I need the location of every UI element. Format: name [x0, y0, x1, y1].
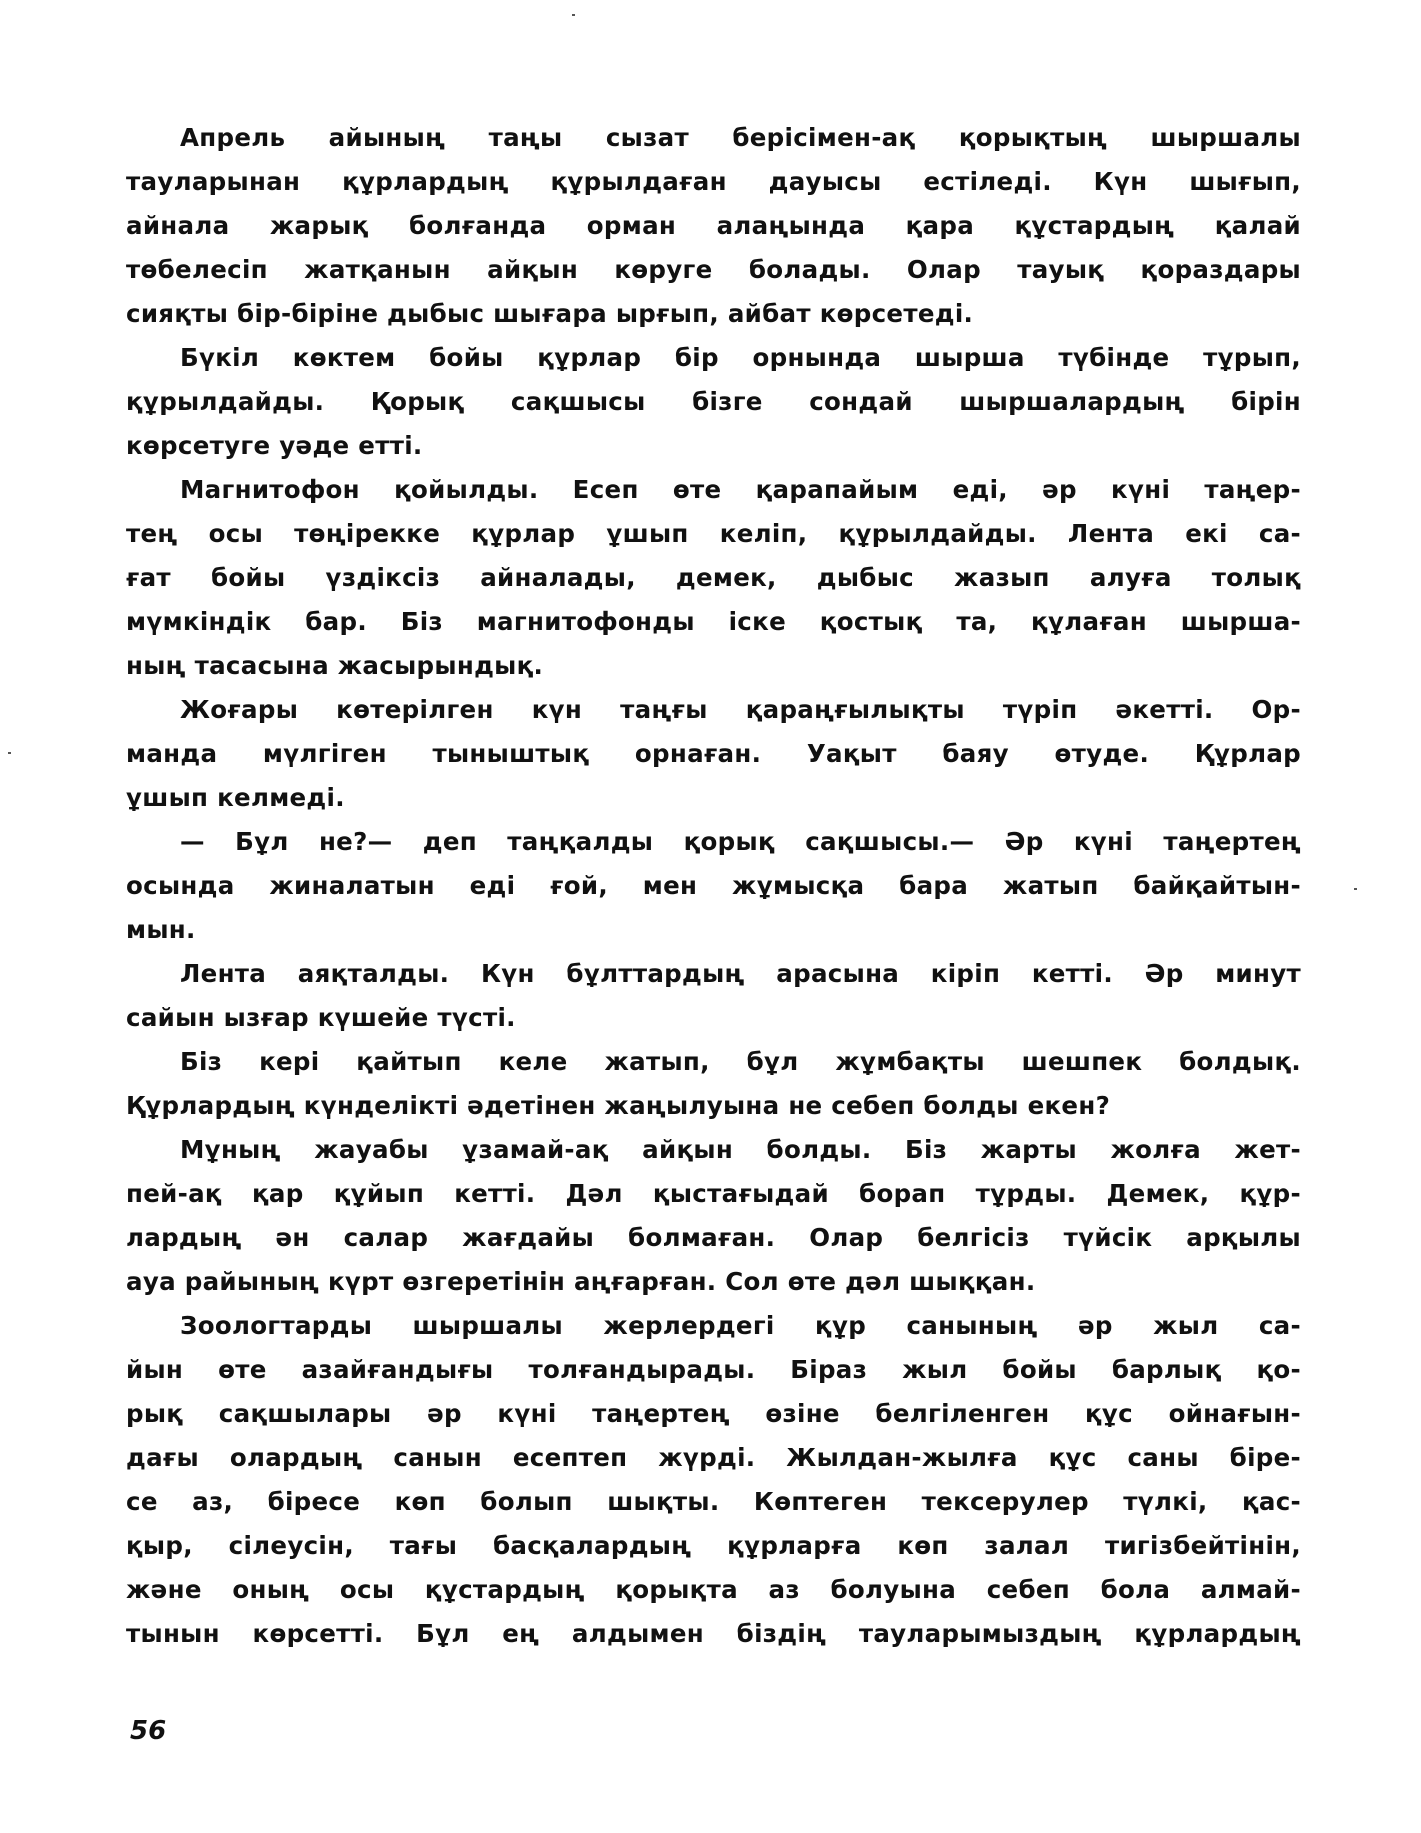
text-line: мын.: [126, 915, 196, 944]
text-line: төбелесіп жатқанын айқын көруге болады. Олар тауық қораздары: [126, 255, 1301, 284]
text-line: — Бұл не?— деп таңқалды қорық сақшысы.— Әр күні таңертең: [180, 827, 1301, 856]
text-line: тынын көрсетті. Бұл ең алдымен біздің тауларымыздың құрлардың: [126, 1619, 1301, 1648]
text-line: пей-ақ қар құйып кетті. Дәл қыстағыдай борап тұрды. Демек, құр-: [126, 1179, 1301, 1208]
text-line: сайын ызғар күшейе түсті.: [126, 1003, 516, 1032]
text-line: сияқты бір-біріне дыбыс шығара ырғып, айбат көрсетеді.: [126, 299, 974, 328]
text-line: Лента аяқталды. Күн бұлттардың арасына кіріп кетті. Әр минут: [180, 959, 1301, 988]
scan-speck: [8, 752, 11, 754]
text-line: се аз, біресе көп болып шықты. Көптеген тексерулер түлкі, қас-: [126, 1487, 1301, 1516]
text-line: тауларынан құрлардың құрылдаған дауысы естіледі. Күн шығып,: [126, 167, 1301, 196]
text-line: ұшып келмеді.: [126, 783, 345, 812]
text-line: Біз кері қайтып келе жатып, бұл жұмбақты шешпек болдық.: [180, 1047, 1301, 1076]
scan-speck: [1354, 888, 1357, 890]
text-line: Мұның жауабы ұзамай-ақ айқын болды. Біз жарты жолға жет-: [180, 1135, 1301, 1164]
text-line: мүмкіндік бар. Біз магнитофонды іске қостық та, құлаған шырша-: [126, 607, 1301, 636]
page-number: 56: [130, 1716, 167, 1746]
text-line: көрсетуге уәде етті.: [126, 431, 423, 460]
text-line: лардың ән салар жағдайы болмаған. Олар белгісіз түйсік арқылы: [126, 1223, 1301, 1252]
text-line: Зоологтарды шыршалы жерлердегі құр санының әр жыл са-: [180, 1311, 1301, 1340]
text-line: ғат бойы үздіксіз айналады, демек, дыбыс жазып алуға толық: [126, 563, 1301, 592]
scan-speck: [572, 14, 575, 16]
text-line: Жоғары көтерілген күн таңғы қараңғылықты түріп әкетті. Ор-: [180, 695, 1301, 724]
text-line: манда мүлгіген тыныштық орнаған. Уақыт баяу өтуде. Құрлар: [126, 739, 1301, 768]
text-line: йын өте азайғандығы толғандырады. Біраз жыл бойы барлық қо-: [126, 1355, 1301, 1384]
text-line: осында жиналатын еді ғой, мен жұмысқа бара жатып байқайтын-: [126, 871, 1301, 900]
text-line: қыр, сілеусін, тағы басқалардың құрларға көп залал тигізбейтінін,: [126, 1531, 1301, 1560]
text-line: ауа райының күрт өзгеретінін аңғарған. Сол өте дәл шыққан.: [126, 1267, 1036, 1296]
text-line: ның тасасына жасырындық.: [126, 651, 544, 680]
text-line: Бүкіл көктем бойы құрлар бір орнында шырша түбінде тұрып,: [180, 343, 1301, 372]
text-line: құрылдайды. Қорық сақшысы бізге сондай шыршалардың бірін: [126, 387, 1301, 416]
text-line: рық сақшылары әр күні таңертең өзіне белгіленген құс ойнағын-: [126, 1399, 1301, 1428]
text-line: Апрель айының таңы сызат берісімен-ақ қорықтың шыршалы: [180, 123, 1301, 152]
text-line: және оның осы құстардың қорықта аз болуына себеп бола алмай-: [126, 1575, 1301, 1604]
text-line: дағы олардың санын есептеп жүрді. Жылдан-жылға құс саны біре-: [126, 1443, 1301, 1472]
text-line: Құрлардың күнделікті әдетінен жаңылуына не себеп болды екен?: [126, 1091, 1111, 1120]
text-line: тең осы төңірекке құрлар ұшып келіп, құрылдайды. Лента екі са-: [126, 519, 1301, 548]
body-text: [126, 116, 1301, 1656]
text-line: Магнитофон қойылды. Есеп өте қарапайым еді, әр күні таңер-: [180, 475, 1301, 504]
text-line: айнала жарық болғанда орман алаңында қара құстардың қалай: [126, 211, 1301, 240]
